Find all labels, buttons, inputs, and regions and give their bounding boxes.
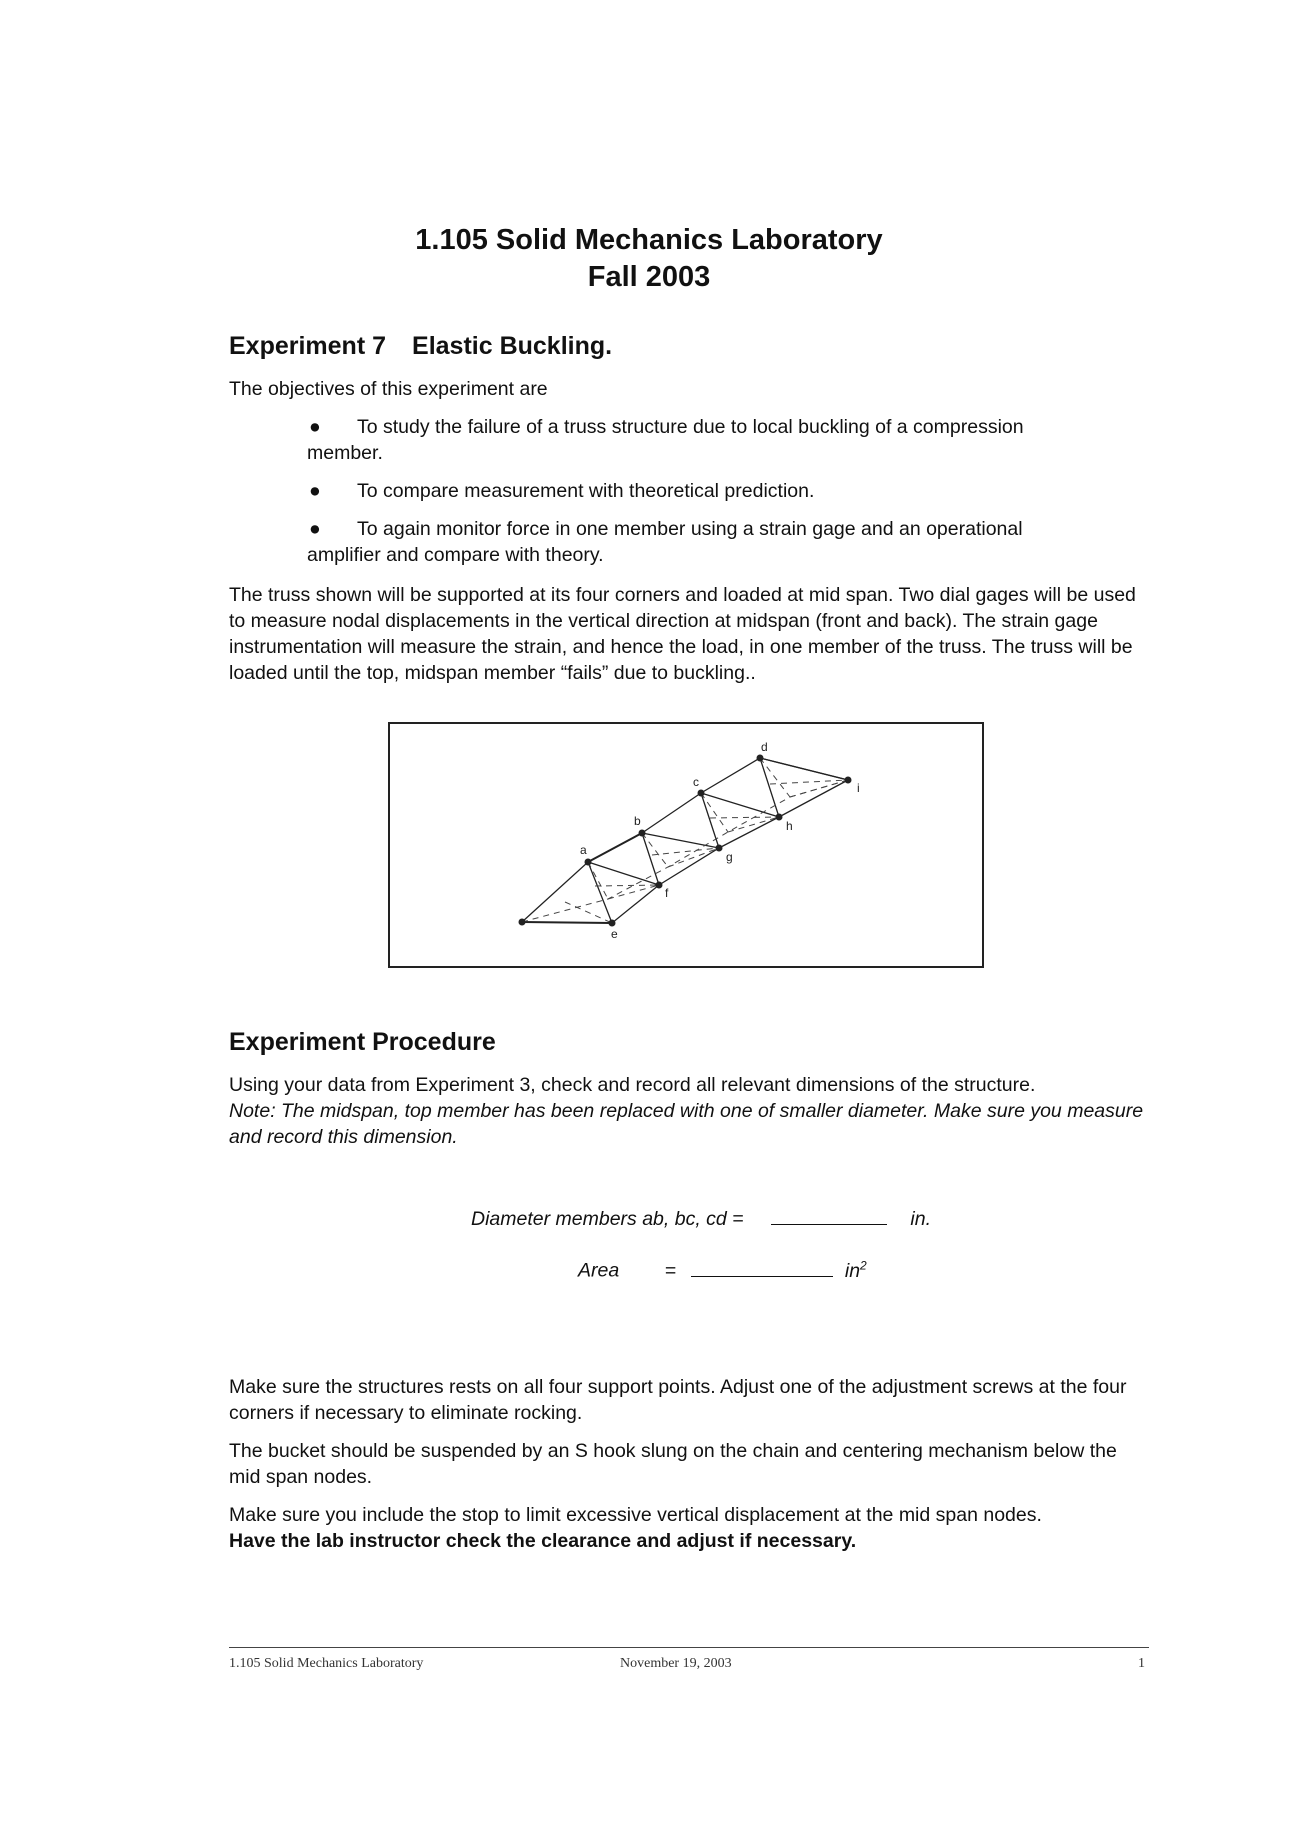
- bullet-icon: ●: [309, 518, 321, 540]
- svg-text:h: h: [786, 819, 793, 833]
- footer-page-number: 1: [1138, 1656, 1145, 1671]
- document-subtitle: Fall 2003: [587, 261, 711, 293]
- svg-text:i: i: [857, 781, 860, 795]
- diameter-unit: in.: [910, 1208, 932, 1230]
- experiment-name: Elastic Buckling.: [412, 332, 613, 360]
- instruction-paragraph: Make sure the structures rests on all four support points. Adjust one of the adjustment screws at the four corners if necessary to eliminate rocking.: [229, 1376, 1127, 1424]
- diameter-row: [471, 1208, 931, 1231]
- title-block: [0, 222, 1298, 296]
- top-chord: [522, 758, 848, 922]
- document-title: 1.105 Solid Mechanics Laboratory: [415, 224, 883, 256]
- svg-text:b: b: [634, 814, 641, 828]
- svg-text:f: f: [665, 886, 669, 900]
- diameter-label: Diameter members ab, bc, cd =: [471, 1208, 744, 1230]
- bullet-icon: ●: [309, 480, 321, 502]
- experiment-number: Experiment 7: [229, 332, 387, 360]
- bullet-icon: ●: [309, 416, 321, 438]
- objectives-list: [229, 414, 1047, 568]
- objective-item: [307, 516, 1047, 568]
- instruction-paragraph: [229, 1502, 1149, 1554]
- final-bold-text: Have the lab instructor check the clearance and adjust if necessary.: [229, 1530, 857, 1552]
- svg-text:g: g: [726, 850, 733, 864]
- svg-text:d: d: [761, 740, 768, 754]
- procedure-intro: Using your data from Experiment 3, check and record all relevant dimensions of the structure.: [229, 1074, 1036, 1096]
- objective-text: To again monitor force in one member using a strain gage and an operational amplifier and compare with theory.: [307, 518, 1023, 566]
- svg-text:a: a: [580, 843, 587, 857]
- truss-diagram: [390, 724, 982, 966]
- area-unit: $in^2$: [844, 1258, 867, 1282]
- area-row: [578, 1258, 867, 1283]
- objectives-intro: The objectives of this experiment are: [229, 378, 548, 400]
- footer-date: November 19, 2003: [620, 1656, 732, 1671]
- truss-description: The truss shown will be supported at its four corners and loaded at mid span. Two dial gages will be used to measure nodal displacements in the vertical direction at midspan (front and back). The strain gage instrumentation will measure the strain, and hence the load, in one member of the truss. The truss will be loaded until the top, midspan member “fails” due to buckling..: [229, 584, 1136, 684]
- area-equals: =: [664, 1259, 677, 1282]
- procedure-note: Note: The midspan, top member has been replaced with one of smaller diameter. Make sure you measure and record this dimension.: [229, 1100, 1144, 1148]
- final-text: Make sure you include the stop to limit excessive vertical displacement at the mid span nodes.: [229, 1504, 1042, 1526]
- truss-figure: [388, 722, 984, 968]
- area-blank: [691, 1274, 833, 1277]
- hidden-members: [522, 758, 848, 923]
- objective-item: [307, 478, 1047, 504]
- objective-item: [307, 414, 1047, 466]
- node-labels: [580, 740, 860, 941]
- diameter-blank: [771, 1222, 887, 1225]
- objective-text: To study the failure of a truss structure due to local buckling of a compression member.: [307, 416, 1024, 464]
- objective-text: To compare measurement with theoretical prediction.: [357, 480, 815, 502]
- truss-nodes: [519, 755, 852, 927]
- intro-section: [229, 330, 1149, 698]
- procedure-heading: Experiment Procedure: [229, 1028, 496, 1056]
- svg-text:c: c: [693, 775, 699, 789]
- footer-divider: [229, 1647, 1149, 1648]
- area-label: Area: [578, 1259, 620, 1282]
- svg-text:e: e: [611, 927, 618, 941]
- experiment-heading: [229, 330, 1149, 362]
- instruction-paragraph: The bucket should be suspended by an S hook slung on the chain and centering mechanism below the mid span nodes.: [229, 1440, 1117, 1488]
- instructions-section: [229, 1374, 1149, 1566]
- footer-left: 1.105 Solid Mechanics Laboratory: [229, 1656, 424, 1671]
- procedure-section: [229, 1026, 1149, 1162]
